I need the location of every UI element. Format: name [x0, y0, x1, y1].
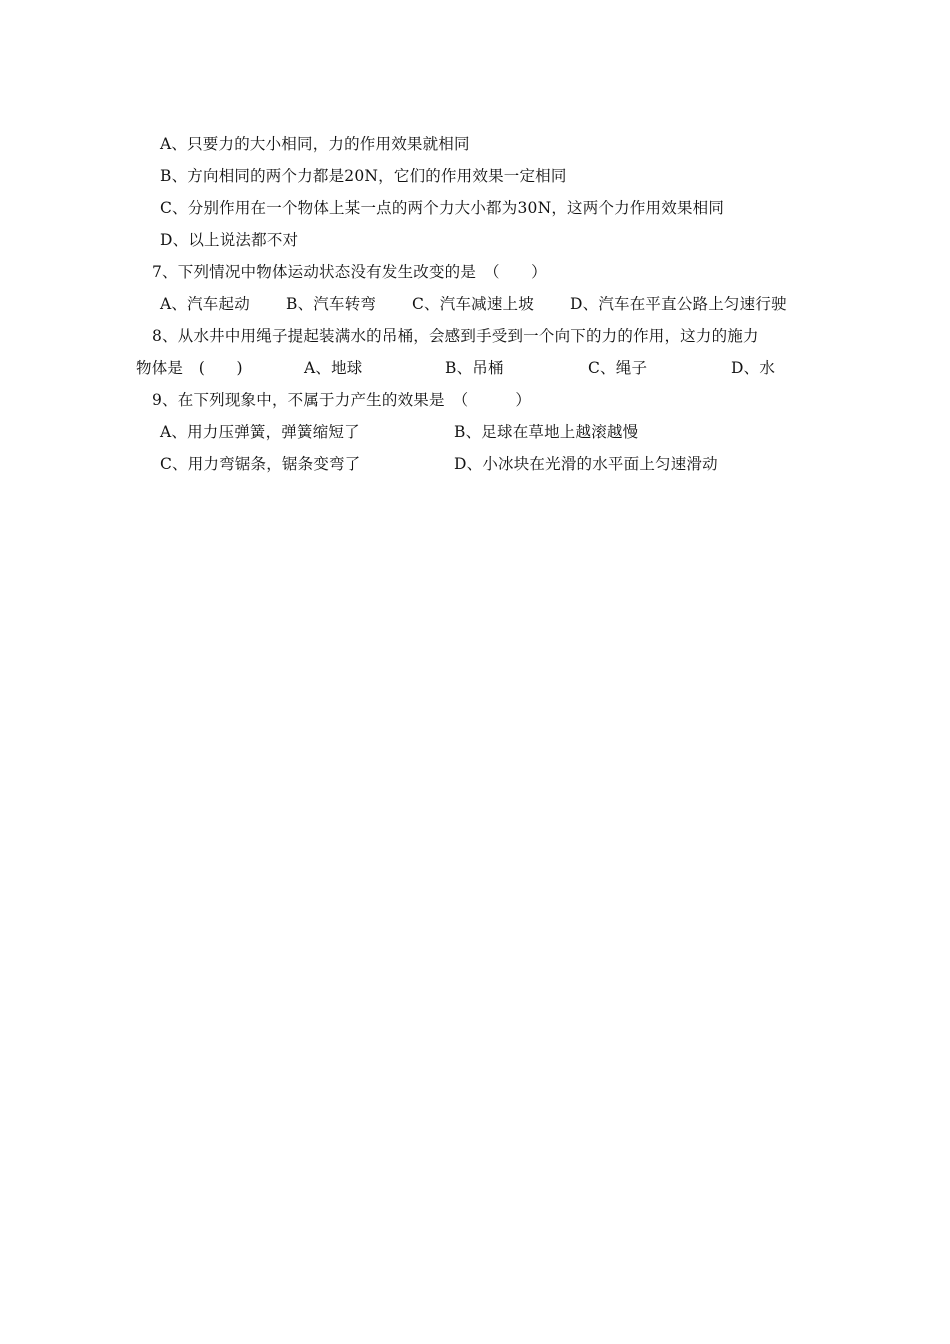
q8-option-c: C、绳子	[588, 359, 648, 377]
q9-option-d: D、小冰块在光滑的水平面上匀速滑动	[454, 455, 718, 473]
q8-option-b: B、吊桶	[445, 359, 504, 377]
q7-option-c: C、汽车减速上坡	[412, 295, 534, 313]
q7-option-a: A、汽车起动	[160, 295, 250, 313]
q6-option-a: A、只要力的大小相同，力的作用效果就相同	[160, 135, 470, 153]
q7-option-b: B、汽车转弯	[286, 295, 377, 313]
q9-option-c: C、用力弯锯条，锯条变弯了	[160, 455, 361, 473]
q6-option-b: B、方向相同的两个力都是20N，它们的作用效果一定相同	[160, 167, 567, 185]
q9-option-b: B、足球在草地上越滚越慢	[454, 423, 639, 441]
q8-stem-line2: 物体是 ( )	[136, 359, 243, 377]
q7-stem: 7、下列情况中物体运动状态没有发生改变的是 （ ）	[152, 263, 547, 281]
q8-option-a: A、地球	[304, 359, 363, 377]
q8-option-d: D、水	[731, 359, 776, 377]
q7-option-d: D、汽车在平直公路上匀速行驶	[570, 295, 787, 313]
q6-option-d: D、以上说法都不对	[160, 231, 299, 249]
q9-option-a: A、用力压弹簧，弹簧缩短了	[160, 423, 360, 441]
q9-stem: 9、在下列现象中，不属于力产生的效果是 （ ）	[152, 391, 532, 409]
q6-option-c: C、分别作用在一个物体上某一点的两个力大小都为30N，这两个力作用效果相同	[160, 199, 725, 217]
q8-stem-line1: 8、从水井中用绳子提起装满水的吊桶，会感到手受到一个向下的力的作用，这力的施力	[152, 327, 759, 345]
